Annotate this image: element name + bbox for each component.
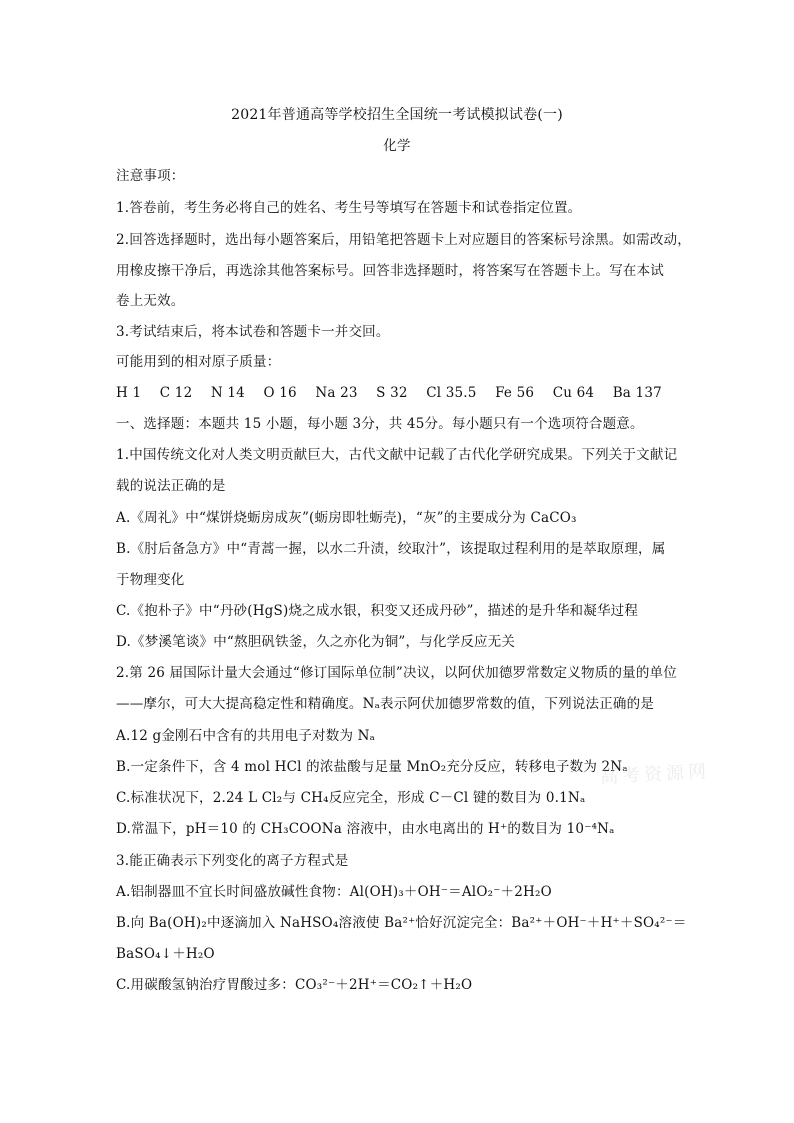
question-1-option-a: A.《周礼》中“煤饼烧蛎房成灰”(蛎房即牡蛎壳)，“灰”的主要成分为 CaCO₃ (116, 510, 577, 526)
subject-title: 化学 (383, 138, 411, 154)
question-2-stem-cont: ——摩尔，可大大提高稳定性和精确度。Nₐ表示阿伏加德罗常数的值，下列说法正确的是 (116, 696, 655, 712)
notice-item-2-cont: 卷上无效。 (116, 293, 185, 309)
question-1-option-b: B.《肘后备急方》中“青蒿一握，以水二升渍，绞取汁”，该提取过程利用的是萃取原理，属 (116, 541, 666, 557)
atomic-mass-item: Ba 137 (612, 385, 662, 401)
question-1-stem-cont: 载的说法正确的是 (116, 478, 226, 494)
question-3-stem: 3.能正确表示下列变化的离子方程式是 (116, 853, 349, 869)
atomic-mass-list (116, 384, 696, 402)
question-1-option-c: C.《抱朴子》中“丹砂(HgS)烧之成水银，积变又还成丹砂”，描述的是升华和凝华过程 (116, 603, 639, 619)
exam-title: 2021年普通高等学校招生全国统一考试模拟试卷(一) (231, 107, 563, 123)
question-2-option-d: D.常温下，pH＝10 的 CH₃COONa 溶液中，由水电离出的 H⁺的数目为 10⁻⁴Nₐ (116, 821, 615, 837)
atomic-mass-item: Cl 35.5 (426, 385, 477, 401)
question-2-option-a: A.12 g金刚石中含有的共用电子对数为 Nₐ (116, 728, 376, 744)
question-1-option-d: D.《梦溪笔谈》中“熬胆矾铁釜，久之亦化为铜”，与化学反应无关 (116, 634, 516, 650)
notice-item-1: 1.答卷前，考生务必将自己的姓名、考生号等填写在答题卡和试卷指定位置。 (116, 200, 582, 216)
atomic-mass-item: S 32 (376, 385, 408, 401)
question-3-option-a: A.铝制器皿不宜长时间盛放碱性食物：Al(OH)₃＋OH⁻＝AlO₂⁻＋2H₂O (116, 884, 552, 900)
atomic-mass-item: O 16 (263, 385, 297, 401)
notice-heading: 注意事项： (116, 168, 185, 184)
atomic-mass-item: N 14 (210, 385, 245, 401)
question-2-option-b: B.一定条件下，含 4 mol HCl 的浓盐酸与足量 MnO₂充分反应，转移电子数为 2Nₐ (116, 759, 628, 775)
section-heading: 一、选择题：本题共 15 小题，每小题 3分，共 45分。每小题只有一个选项符合题意。 (116, 416, 644, 432)
notice-item-2-cont: 用橡皮擦干净后，再选涂其他答案标号。回答非选择题时，将答案写在答题卡上。写在本试 (116, 263, 664, 279)
notice-item-2: 2.回答选择题时，选出每小题答案后，用铅笔把答题卡上对应题目的答案标号涂黑。如需改动， (116, 232, 691, 248)
question-1-stem: 1.中国传统文化对人类文明贡献巨大，古代文献中记载了古代化学研究成果。下列关于文献记 (116, 447, 678, 463)
atomic-mass-item: Na 23 (315, 385, 358, 401)
atomic-mass-item: H 1 (116, 385, 142, 401)
question-3-option-b: B.向 Ba(OH)₂中逐滴加入 NaHSO₄溶液使 Ba²⁺恰好沉淀完全：Ba²⁺＋OH⁻＋H⁺＋SO₄²⁻＝ (116, 915, 687, 931)
atomic-mass-heading: 可能用到的相对原子质量： (116, 354, 281, 370)
notice-item-3: 3.考试结束后，将本试卷和答题卡一并交回。 (116, 324, 390, 340)
question-3-option-b-cont: BaSO₄↓＋H₂O (116, 946, 215, 962)
question-1-option-b-cont: 于物理变化 (116, 572, 185, 588)
question-2-stem: 2.第 26 届国际计量大会通过“修订国际单位制”决议，以阿伏加德罗常数定义物质的量的单位 (116, 665, 677, 681)
question-2-option-c: C.标准状况下，2.24 L Cl₂与 CH₄反应完全，形成 C－Cl 键的数目为 0.1Nₐ (116, 790, 586, 806)
question-3-option-c: C.用碳酸氢钠治疗胃酸过多：CO₃²⁻＋2H⁺＝CO₂↑＋H₂O (116, 977, 473, 993)
atomic-mass-item: Cu 64 (552, 385, 595, 401)
watermark: 高考资源网 (599, 761, 711, 788)
atomic-mass-item: Fe 56 (495, 385, 535, 401)
atomic-mass-item: C 12 (159, 385, 193, 401)
